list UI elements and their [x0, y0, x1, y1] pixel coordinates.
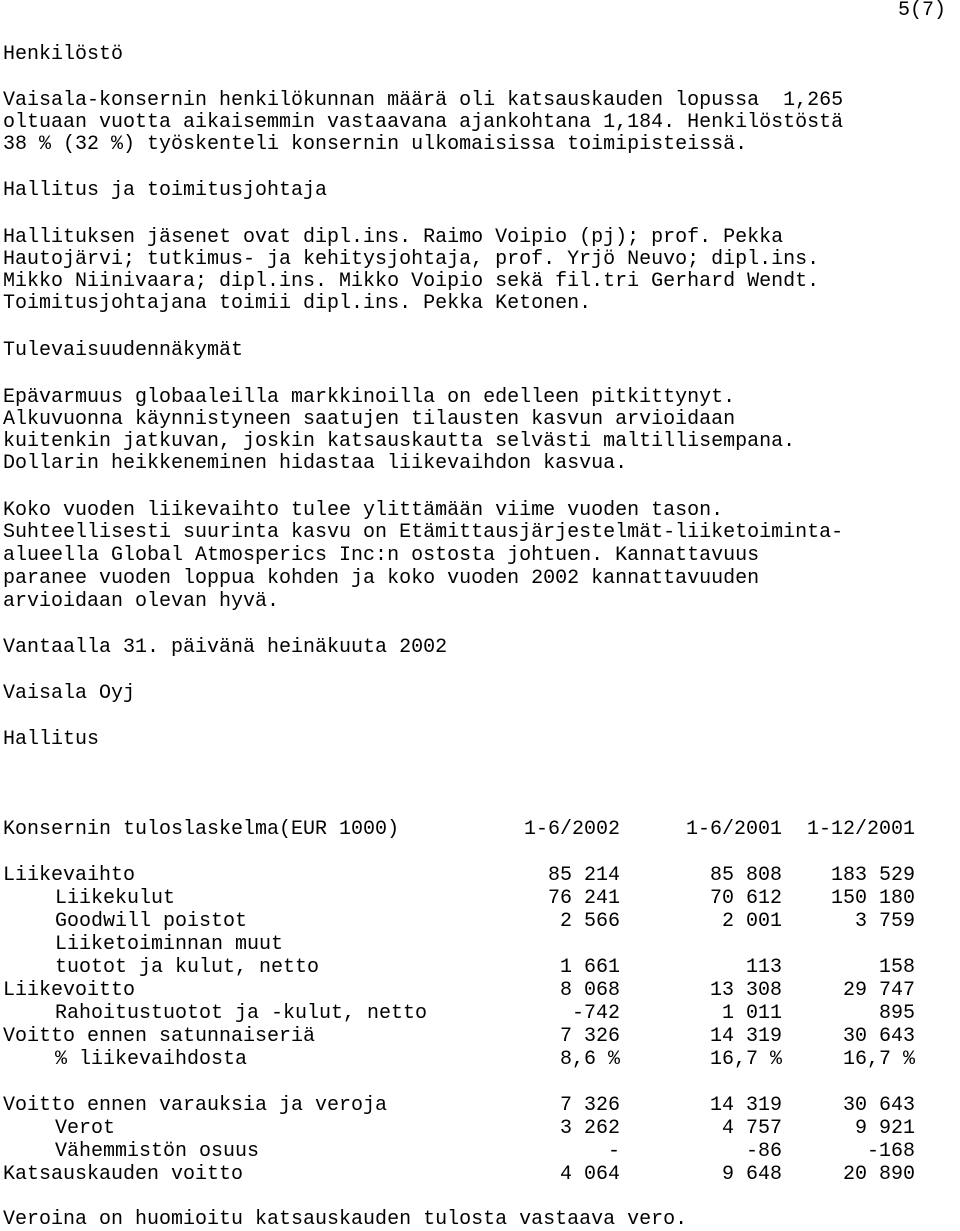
paragraph-line: Dollarin heikkeneminen hidastaa liikevaihdon kasvua.: [3, 452, 628, 475]
table-cell: 4 757: [721, 1117, 782, 1140]
table-cell: 3 759: [854, 910, 915, 933]
row-label: Liikevaihto: [3, 864, 136, 887]
column-header: 1-12/2001: [806, 818, 915, 841]
paragraph-line: 38 % (32 %) työskenteli konsernin ulkomaisissa toimipisteissä.: [3, 133, 748, 156]
table-cell: 85 214: [547, 864, 620, 887]
table-cell: 158: [878, 956, 915, 979]
table-cell: 113: [745, 956, 782, 979]
paragraph-line: alueella Global Atmosperics Inc:n ostosta johtuen. Kannattavuus: [3, 544, 760, 567]
table-cell: 1 661: [559, 956, 620, 979]
table-cell: 70 612: [709, 887, 782, 910]
paragraph-line: arvioidaan olevan hyvä.: [3, 590, 280, 613]
paragraph-line: Mikko Niinivaara; dipl.ins. Mikko Voipio sekä fil.tri Gerhard Wendt.: [3, 270, 820, 293]
paragraph-line: Hallituksen jäsenet ovat dipl.ins. Raimo Voipio (pj); prof. Pekka: [3, 226, 784, 249]
paragraph-line: Suhteellisesti suurinta kasvu on Etämittausjärjestelmät-liiketoiminta-: [3, 521, 844, 544]
column-header: 1-6/2002: [523, 818, 620, 841]
table-cell: 2 001: [721, 910, 782, 933]
paragraph-line: Vaisala-konsernin henkilökunnan määrä oli katsauskauden lopussa 1,265: [3, 89, 844, 112]
table-cell: 9 648: [721, 1163, 782, 1186]
table-cell: -168: [866, 1140, 915, 1163]
table-cell: 76 241: [547, 887, 620, 910]
table-cell: 20 890: [842, 1163, 915, 1186]
column-header: 1-6/2001: [685, 818, 782, 841]
row-label: tuotot ja kulut, netto: [55, 956, 320, 979]
paragraph-line: Koko vuoden liikevaihto tulee ylittämään viime vuoden tason.: [3, 499, 724, 522]
table-cell: -86: [745, 1140, 782, 1163]
row-label: Liikevoitto: [3, 979, 136, 1002]
table-cell: 16,7 %: [842, 1048, 915, 1071]
table-cell: 183 529: [830, 864, 915, 887]
paragraph-line: Epävarmuus globaaleilla markkinoilla on edelleen pitkittynyt.: [3, 386, 736, 409]
paragraph-line: paranee vuoden loppua kohden ja koko vuoden 2002 kannattavuuden: [3, 567, 760, 590]
table-cell: 9 921: [854, 1117, 915, 1140]
table-cell: 14 319: [709, 1025, 782, 1048]
table-cell: -742: [571, 1002, 620, 1025]
table-cell: 150 180: [830, 887, 915, 910]
paragraph-line: Alkuvuonna käynnistyneen saatujen tilausten kasvun arvioidaan: [3, 408, 736, 431]
table-cell: 4 064: [559, 1163, 620, 1186]
company-name: Vaisala Oyj: [3, 682, 136, 705]
row-label: Katsauskauden voitto: [3, 1163, 244, 1186]
row-label: % liikevaihdosta: [55, 1048, 248, 1071]
place-date: Vantaalla 31. päivänä heinäkuuta 2002: [3, 636, 448, 659]
footer-note: Veroina on huomioitu katsauskauden tulosta vastaava vero.: [3, 1208, 688, 1231]
table-cell: 1 011: [721, 1002, 782, 1025]
table-cell: 13 308: [709, 979, 782, 1002]
signatory-body: Hallitus: [3, 728, 100, 751]
page-number: 5(7): [897, 0, 946, 22]
row-label: Voitto ennen satunnaiseriä: [3, 1025, 316, 1048]
section-heading-henkilosto: Henkilöstö: [3, 43, 124, 66]
section-heading-hallitus: Hallitus ja toimitusjohtaja: [3, 179, 328, 202]
row-label: Goodwill poistot: [55, 910, 248, 933]
section-heading-tulevaisuus: Tulevaisuudennäkymät: [3, 339, 244, 362]
table-cell: 14 319: [709, 1094, 782, 1117]
table-cell: 7 326: [559, 1025, 620, 1048]
row-label: Liiketoiminnan muut: [55, 933, 284, 956]
table-cell: 8,6 %: [559, 1048, 620, 1071]
table-title: Konsernin tuloslaskelma(EUR 1000): [3, 818, 400, 841]
table-cell: 7 326: [559, 1094, 620, 1117]
paragraph-line: oltuaan vuotta aikaisemmin vastaavana ajankohtana 1,184. Henkilöstöstä: [3, 111, 844, 134]
paragraph-line: Hautojärvi; tutkimus- ja kehitysjohtaja, prof. Yrjö Neuvo; dipl.ins.: [3, 248, 820, 271]
paragraph-line: Toimitusjohtajana toimii dipl.ins. Pekka Ketonen.: [3, 292, 592, 315]
row-label: Liikekulut: [55, 887, 176, 910]
table-cell: 16,7 %: [709, 1048, 782, 1071]
table-cell: -: [607, 1140, 620, 1163]
table-cell: 29 747: [842, 979, 915, 1002]
table-cell: 2 566: [559, 910, 620, 933]
paragraph-line: kuitenkin jatkuvan, joskin katsauskautta selvästi maltillisempana.: [3, 430, 796, 453]
row-label: Vähemmistön osuus: [55, 1140, 260, 1163]
table-cell: 3 262: [559, 1117, 620, 1140]
table-cell: 85 808: [709, 864, 782, 887]
row-label: Verot: [55, 1117, 116, 1140]
table-cell: 8 068: [559, 979, 620, 1002]
table-cell: 30 643: [842, 1025, 915, 1048]
row-label: Voitto ennen varauksia ja veroja: [3, 1094, 388, 1117]
table-cell: 30 643: [842, 1094, 915, 1117]
row-label: Rahoitustuotot ja -kulut, netto: [55, 1002, 428, 1025]
table-cell: 895: [878, 1002, 915, 1025]
